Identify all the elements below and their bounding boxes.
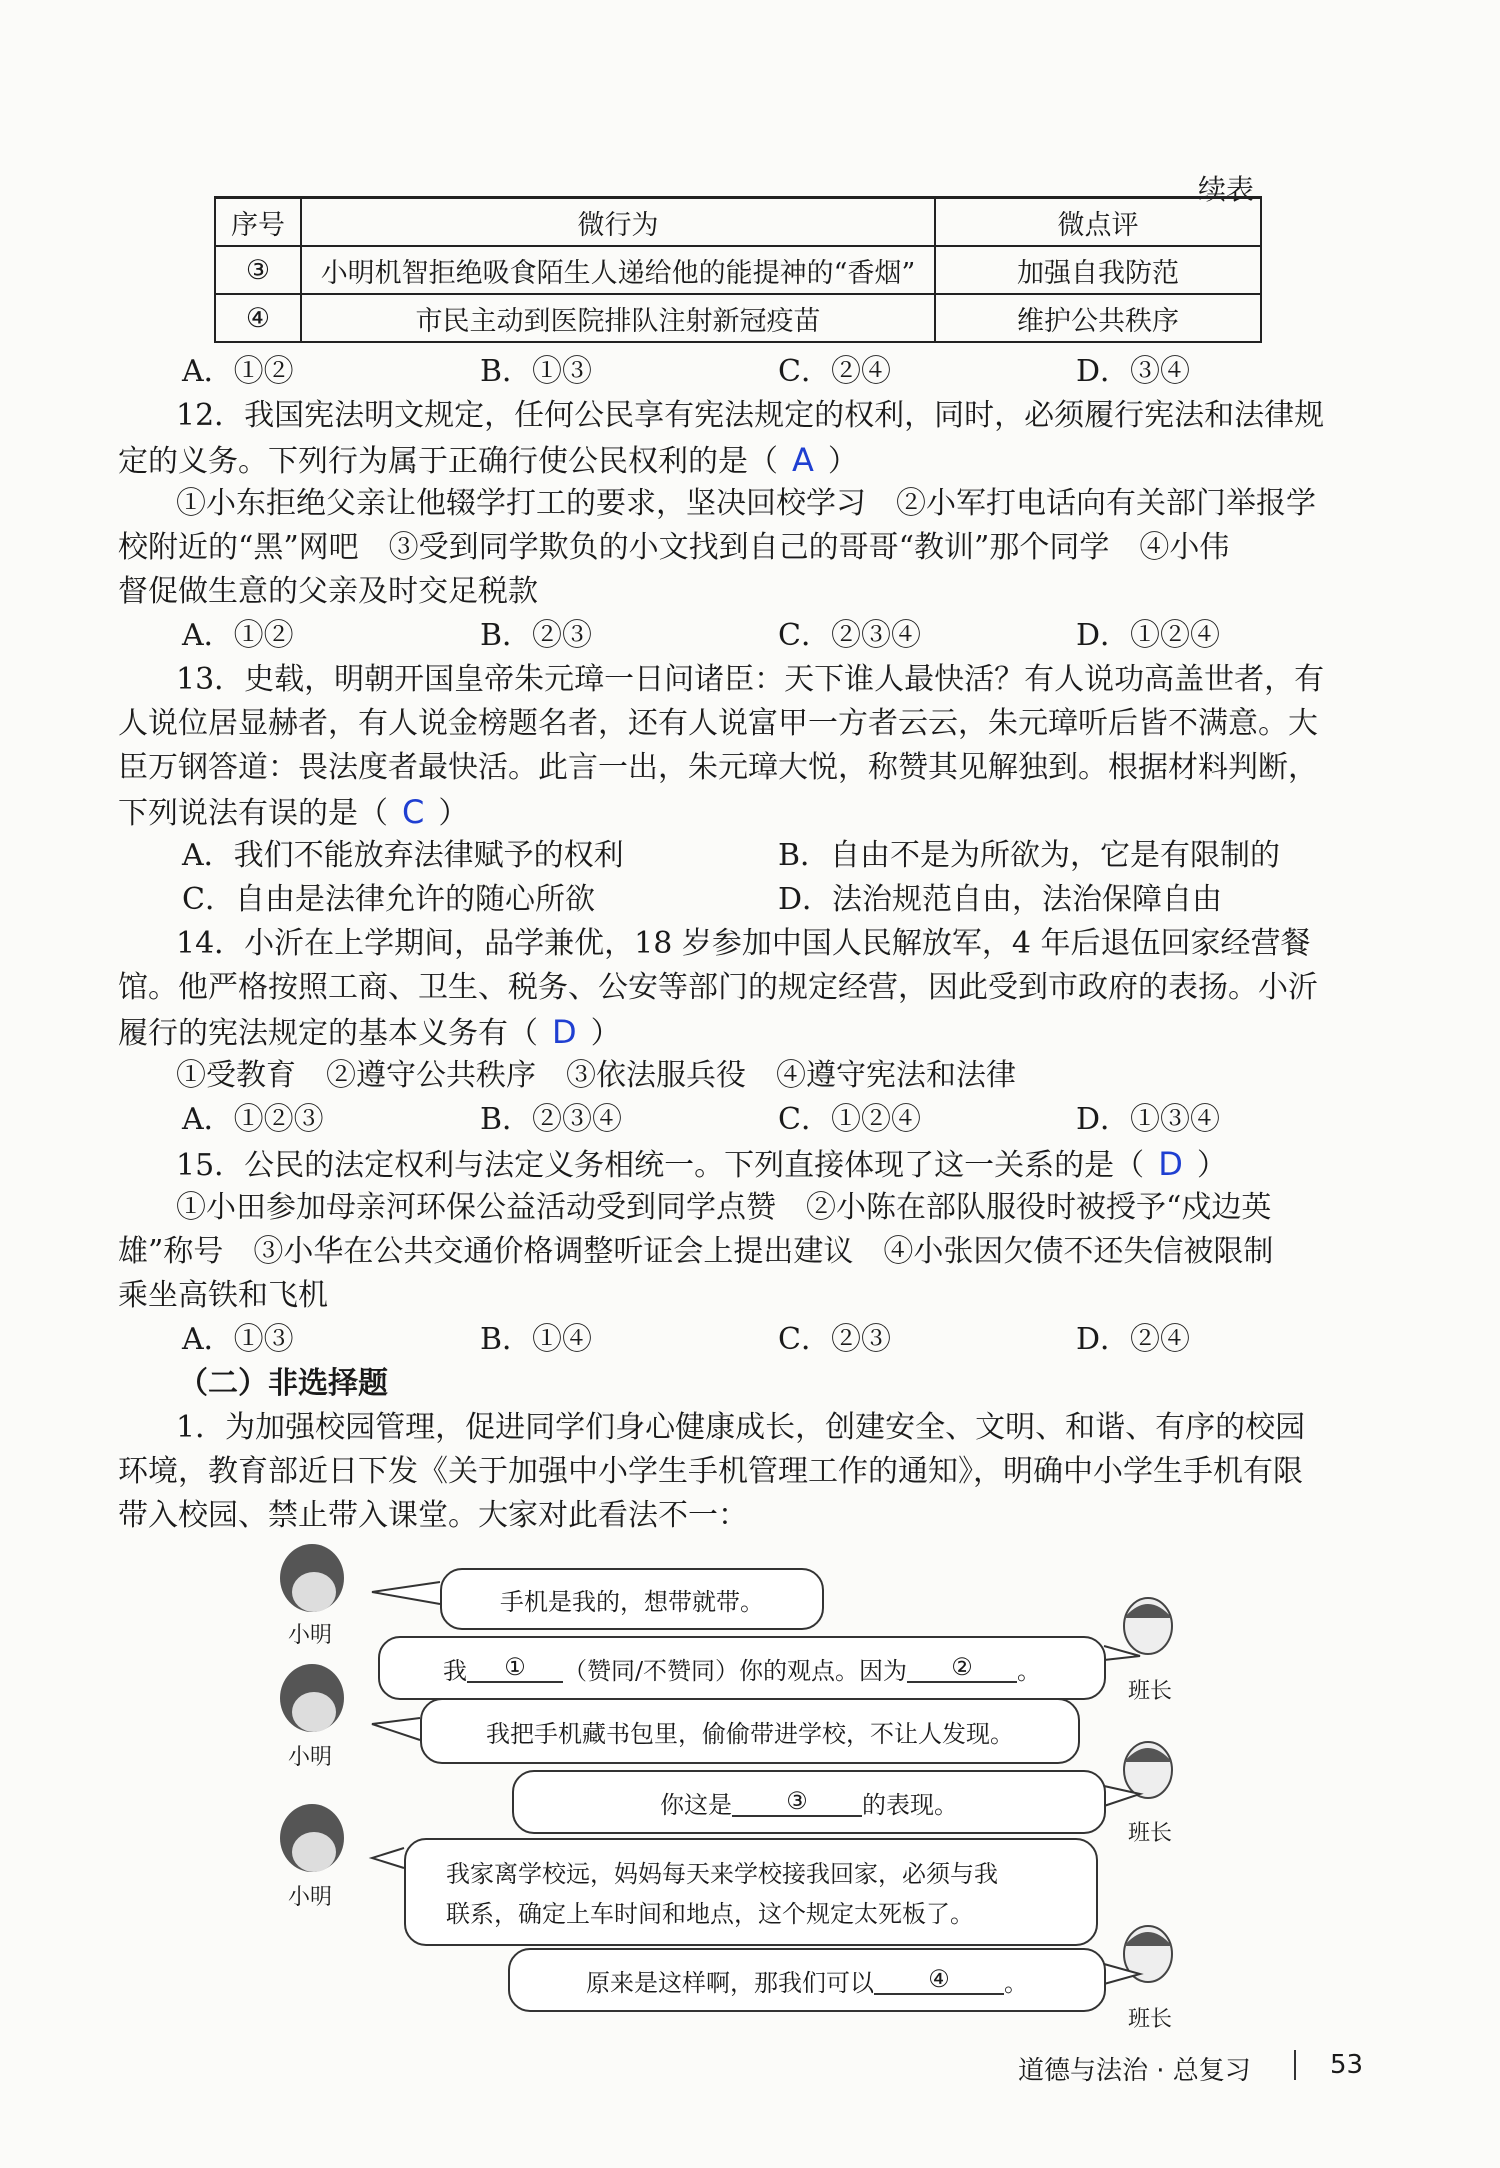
page-number: 53 [1330,2050,1364,2080]
q13-stem-4: 下列说法有误的是（ C ） [118,793,469,831]
q13-option-b: B．自由不是为所欲为，它是有限制的 [778,838,1281,873]
q15-option-d: D．②④ [1076,1322,1191,1357]
speaker-banzhang: 班长 [1128,1821,1173,1846]
speaker-xiaoming: 小明 [288,1745,333,1770]
table-continued-label: 续表 [1198,173,1255,206]
q15-stem: 15．公民的法定权利与法定义务相统一。下列直接体现了这一关系的是（ D ） [176,1145,1227,1183]
q13-option-d: D．法治规范自由，法治保障自由 [778,882,1223,917]
speaker-banzhang: 班长 [1128,2007,1173,2032]
book-title: 道德与法治 · 总复习 [1018,2056,1251,2086]
q12-items-2: 校附近的“黑”网吧 ③受到同学欺负的小文找到自己的哥哥“教训”那个同学 ④小伟 [118,530,1230,565]
banzhang-avatar-icon [1124,1742,1172,1798]
q13-option-a: A．我们不能放弃法律赋予的权利 [182,838,624,873]
row-comment: 加强自我防范 [935,246,1261,294]
q12-stem-1: 12．我国宪法明文规定，任何公民享有宪法规定的权利，同时，必须履行宪法和法律规 [176,398,1325,433]
q13-stem-1: 13．史载，明朝开国皇帝朱元璋一日问诸臣：天下谁人最快活？有人说功高盖世者，有 [176,662,1325,697]
footer-divider [1294,2050,1296,2080]
q15-answer: D [1158,1145,1183,1183]
q12-option-b: B．②③ [480,618,593,653]
speech-bubble-5: 我家离学校远，妈妈每天来学校接我回家，必须与我 联系，确定上车时间和地点，这个规定太死板了。 [404,1838,1098,1946]
row-behavior: 市民主动到医院排队注射新冠疫苗 [301,294,935,342]
q15-items-2: 雄”称号 ③小华在公共交通价格调整听证会上提出建议 ④小张因欠债不还失信被限制 [118,1234,1274,1269]
q12-answer: A [792,441,814,479]
speech-bubble-2: 我 ① （赞同/不赞同）你的观点。因为 ② 。 [378,1636,1106,1700]
speaker-xiaoming: 小明 [288,1623,333,1648]
q14-option-c: C．①②④ [778,1102,921,1137]
q14-items: ①受教育 ②遵守公共秩序 ③依法服兵役 ④遵守宪法和法律 [176,1058,1016,1093]
q14-option-d: D．①③④ [1076,1102,1221,1137]
speech-bubble-3: 我把手机藏书包里，偷偷带进学校，不让人发现。 [420,1698,1080,1764]
q14-answer: D [552,1013,577,1051]
q11-option-a: A．①② [182,354,294,389]
section-heading: （二）非选择题 [178,1366,388,1401]
blank-2: ② [907,1653,1017,1683]
header-comment: 微点评 [935,198,1261,247]
header-behavior: 微行为 [301,198,935,247]
banzhang-avatar-icon [1124,1598,1172,1654]
q14-option-a: A．①②③ [182,1102,324,1137]
q11-option-c: C．②④ [778,354,891,389]
speech-bubble-4: 你这是 ③ 的表现。 [512,1770,1106,1834]
speech-bubble-6: 原来是这样啊，那我们可以 ④ 。 [508,1948,1106,2012]
q12-stem-2: 定的义务。下列行为属于正确行使公民权利的是（ A ） [118,441,858,479]
q14-stem-1: 14．小沂在上学期间，品学兼优，18 岁参加中国人民解放军，4 年后退伍回家经营餐 [176,926,1311,961]
header-index: 序号 [215,198,301,247]
row-index: ③ [215,246,301,294]
blank-3: ③ [732,1787,862,1817]
xiaoming-avatar-icon [280,1664,344,1732]
q15-items-1: ①小田参加母亲河环保公益活动受到同学点赞 ②小陈在部队服役时被授予“戍边英 [176,1190,1272,1225]
q13-stem-3: 臣万钢答道：畏法度者最快活。此言一出，朱元璋大悦，称赞其见解独到。根据材料判断， [118,750,1318,785]
speaker-xiaoming: 小明 [288,1885,333,1910]
speech-bubble-1: 手机是我的，想带就带。 [440,1568,824,1630]
xiaoming-avatar-icon [280,1804,344,1872]
q11-option-b: B．①③ [480,354,593,389]
q12-option-c: C．②③④ [778,618,921,653]
q12-items-1: ①小东拒绝父亲让他辍学打工的要求，坚决回校学习 ②小军打电话向有关部门举报学 [176,486,1316,521]
q13-option-c: C．自由是法律允许的随心所欲 [182,882,595,917]
q12-option-d: D．①②④ [1076,618,1221,653]
q15-option-c: C．②③ [778,1322,891,1357]
xiaoming-avatar-icon [280,1544,344,1612]
row-comment: 维护公共秩序 [935,294,1261,342]
row-index: ④ [215,294,301,342]
q15-items-3: 乘坐高铁和飞机 [118,1278,328,1313]
q15-option-a: A．①③ [182,1322,294,1357]
q14-stem-3: 履行的宪法规定的基本义务有（ D ） [118,1013,621,1051]
q13-answer: C [402,793,425,831]
q11-option-d: D．③④ [1076,354,1191,389]
q15-option-b: B．①④ [480,1322,593,1357]
row-behavior: 小明机智拒绝吸食陌生人递给他的能提神的“香烟” [301,246,935,294]
speaker-banzhang: 班长 [1128,1679,1173,1704]
nq1-stem-3: 带入校园、禁止带入课堂。大家对此看法不一： [118,1498,748,1533]
q14-option-b: B．②③④ [480,1102,623,1137]
blank-4: ④ [874,1965,1004,1995]
q14-stem-2: 馆。他严格按照工商、卫生、税务、公安等部门的规定经营，因此受到市政府的表扬。小沂 [118,970,1318,1005]
q13-stem-2: 人说位居显赫者，有人说金榜题名者，还有人说富甲一方者云云，朱元璋听后皆不满意。大 [118,706,1318,741]
nq1-stem-1: 1．为加强校园管理，促进同学们身心健康成长，创建安全、文明、和谐、有序的校园 [176,1410,1306,1445]
q12-option-a: A．①② [182,618,294,653]
nq1-stem-2: 环境，教育部近日下发《关于加强中小学生手机管理工作的通知》，明确中小学生手机有限 [118,1454,1303,1489]
blank-1: ① [467,1653,563,1683]
q12-items-3: 督促做生意的父亲及时交足税款 [118,574,538,609]
